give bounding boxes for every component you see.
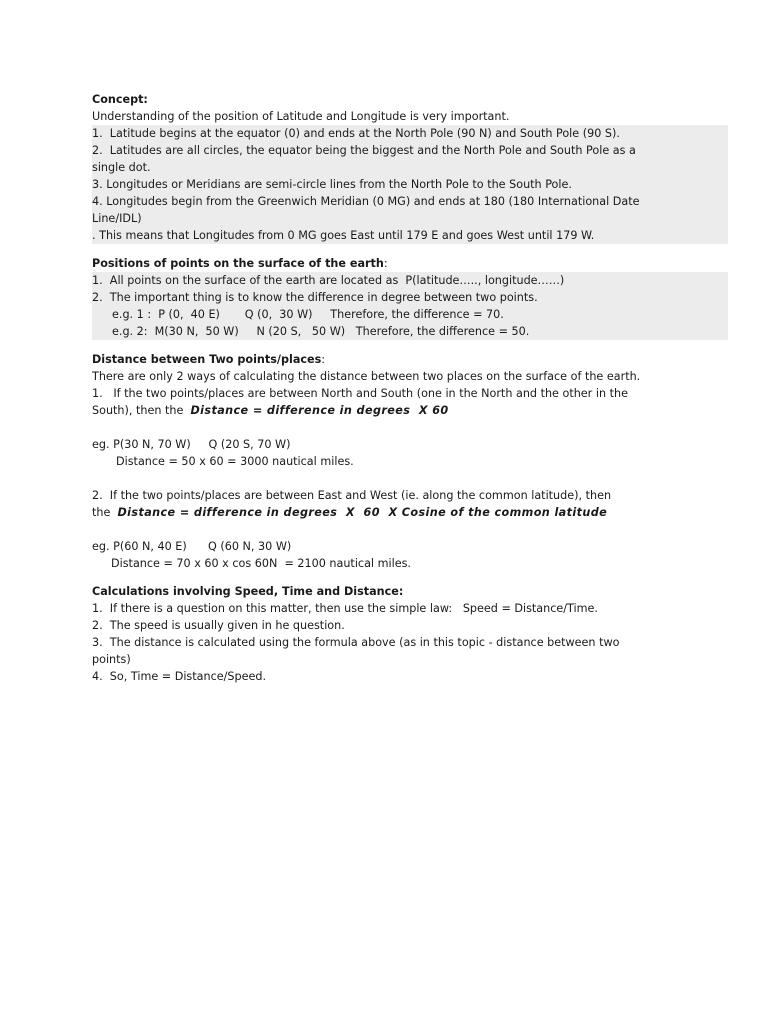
concept-line-3: 3. Longitudes or Meridians are semi-circle lines from the North Pole to the South Pole. — [92, 176, 728, 193]
positions-example-1: e.g. 1 : P (0, 40 E) Q (0, 30 W) Therefore, the difference = 70. — [92, 306, 728, 323]
speed-line-2: 2. The speed is usually given in he question. — [92, 619, 345, 632]
distance-example1-line: eg. P(30 N, 70 W) Q (20 S, 70 W) — [92, 438, 291, 451]
distance-case1-formula: Distance = difference in degrees X 60 — [190, 404, 449, 417]
concept-line-note: . This means that Longitudes from 0 MG goes East until 179 E and goes West until 179 W. — [92, 227, 728, 244]
distance-heading: Distance between Two points/places — [92, 353, 322, 366]
spacer — [92, 521, 728, 538]
concept-section — [92, 91, 728, 244]
positions-section — [92, 255, 728, 340]
distance-case2-line2 — [92, 504, 728, 521]
concept-line-4: 4. Longitudes begin from the Greenwich Meridian (0 MG) and ends at 180 (180 International Date — [92, 193, 728, 210]
spacer — [92, 419, 728, 436]
distance-heading-line — [92, 351, 728, 368]
speed-section — [92, 583, 728, 685]
distance-example2-line: eg. P(60 N, 40 E) Q (60 N, 30 W) — [92, 540, 292, 553]
distance-example2-result: Distance = 70 x 60 x cos 60N = 2100 nautical miles. — [111, 557, 411, 570]
distance-section — [92, 351, 728, 572]
positions-example-2: e.g. 2: M(30 N, 50 W) N (20 S, 50 W) Therefore, the difference = 50. — [92, 323, 728, 340]
positions-line-2: 2. The important thing is to know the difference in degree between two points. — [92, 289, 728, 306]
positions-heading: Positions of points on the surface of the earth — [92, 257, 384, 270]
speed-heading: Calculations involving Speed, Time and Distance: — [92, 585, 404, 598]
distance-case1-line2 — [92, 402, 728, 419]
speed-line-4: 4. So, Time = Distance/Speed. — [92, 670, 267, 683]
distance-case2-formula: Distance = difference in degrees X 60 X Cosine of the common latitude — [117, 506, 608, 519]
concept-heading: Concept: — [92, 93, 148, 106]
distance-example1-result: Distance = 50 x 60 = 3000 nautical miles. — [116, 455, 354, 468]
speed-line-3-cont: points) — [92, 653, 131, 666]
positions-line-1: 1. All points on the surface of the earth are located as P(latitude….., longitude……) — [92, 272, 728, 289]
distance-case2-line1: 2. If the two points/places are between East and West (ie. along the common latitude), then — [92, 489, 612, 502]
spacer — [92, 470, 728, 487]
concept-line-2: 2. Latitudes are all circles, the equator being the biggest and the North Pole and South Pole as a — [92, 142, 728, 159]
distance-case1-line1: 1. If the two points/places are between North and South (one in the North and the other in the — [92, 387, 628, 400]
positions-heading-line — [92, 255, 728, 272]
concept-line-1: 1. Latitude begins at the equator (0) and ends at the North Pole (90 N) and South Pole (90 S). — [92, 125, 728, 142]
concept-line-2-cont: single dot. — [92, 159, 728, 176]
speed-line-3: 3. The distance is calculated using the formula above (as in this topic - distance between two — [92, 636, 620, 649]
concept-line-intro: Understanding of the position of Latitude and Longitude is very important. — [92, 110, 510, 123]
distance-intro: There are only 2 ways of calculating the distance between two places on the surface of the earth. — [92, 370, 641, 383]
speed-line-1: 1. If there is a question on this matter, then use the simple law: Speed = Distance/Time. — [92, 602, 598, 615]
distance-heading-suffix: : — [321, 353, 326, 366]
concept-line-4-cont: Line/IDL) — [92, 210, 728, 227]
distance-case2-prefix: the — [92, 506, 118, 519]
positions-heading-suffix: : — [383, 257, 388, 270]
distance-case1-prefix: South), then the — [92, 404, 191, 417]
